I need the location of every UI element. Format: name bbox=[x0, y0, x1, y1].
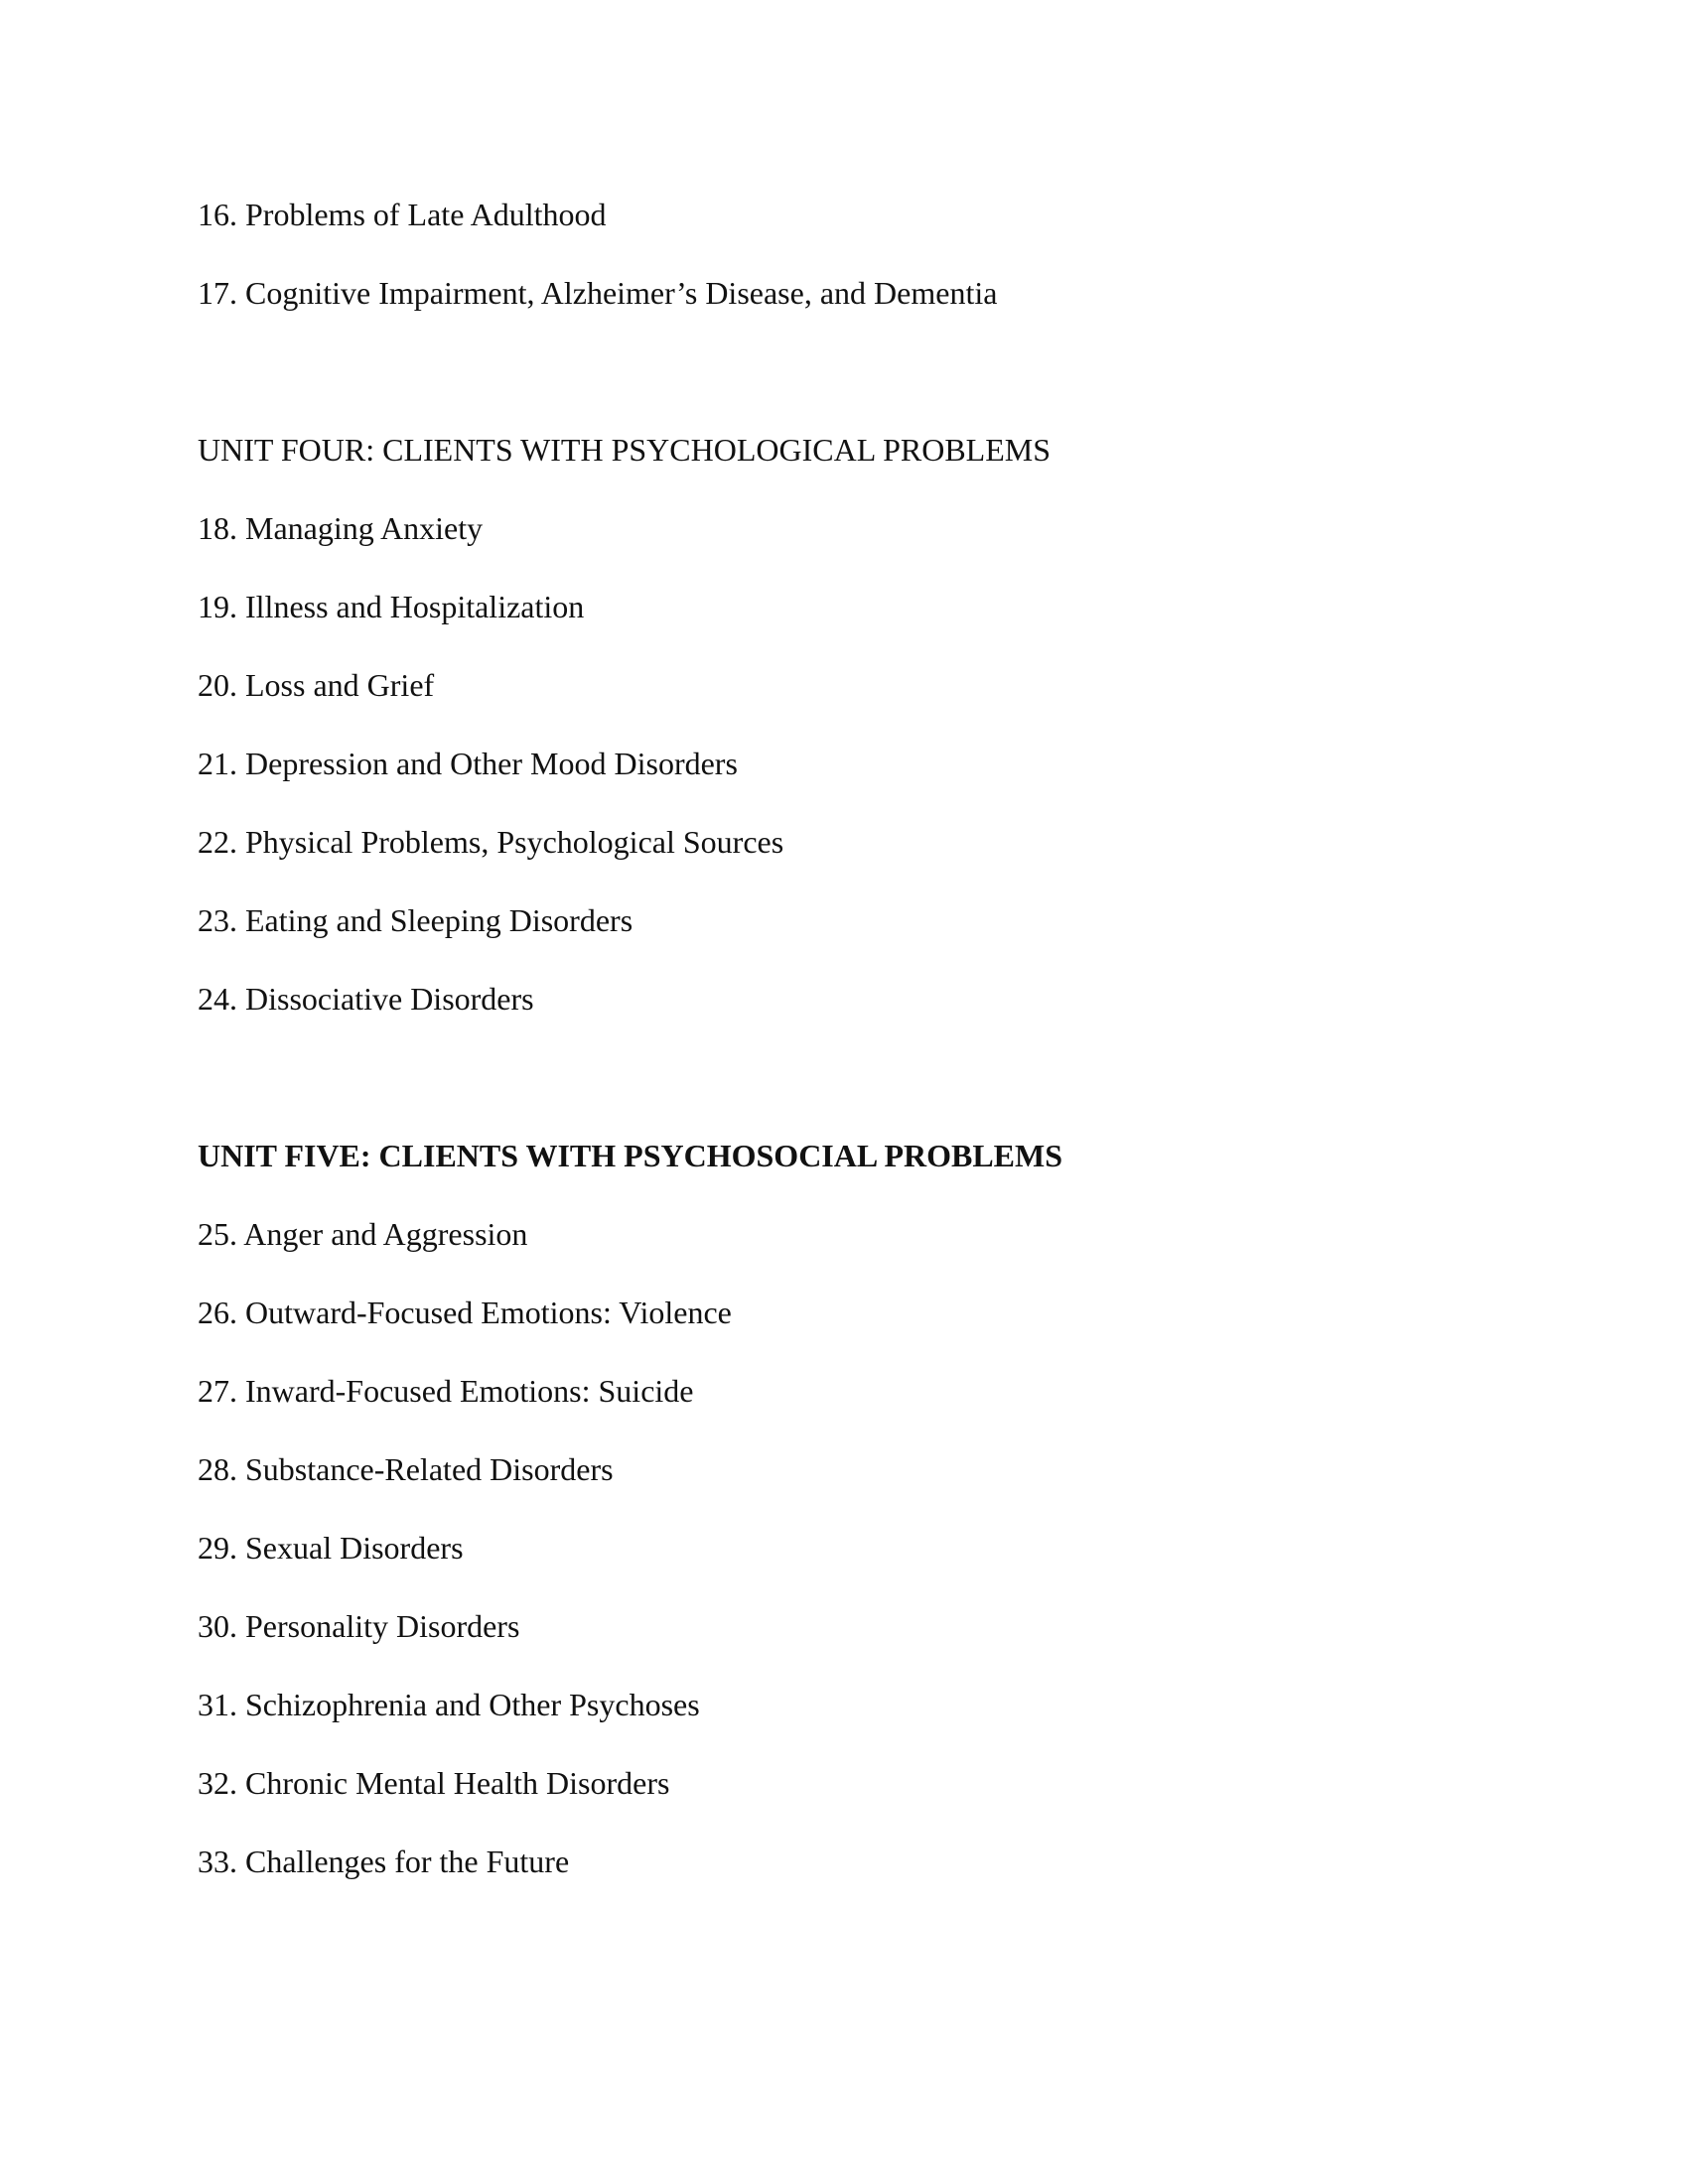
toc-item-number: 33. bbox=[198, 1843, 237, 1879]
toc-item-title: Illness and Hospitalization bbox=[245, 589, 585, 624]
toc-item-title: Depression and Other Mood Disorders bbox=[245, 746, 738, 781]
toc-item bbox=[198, 273, 997, 313]
toc-item bbox=[198, 1293, 732, 1332]
toc-item-number: 30. bbox=[198, 1608, 237, 1644]
toc-item-title: Eating and Sleeping Disorders bbox=[245, 902, 633, 938]
toc-item-number: 26. bbox=[198, 1295, 237, 1330]
toc-item bbox=[198, 1606, 519, 1646]
toc-item-number: 28. bbox=[198, 1451, 237, 1487]
toc-item bbox=[198, 822, 783, 862]
toc-item bbox=[198, 979, 534, 1019]
toc-item bbox=[198, 1371, 693, 1411]
toc-item-title: Managing Anxiety bbox=[245, 510, 484, 546]
toc-item-number: 16. bbox=[198, 197, 237, 232]
toc-item bbox=[198, 587, 584, 626]
toc-item-title: Cognitive Impairment, Alzheimer’s Disease, and Dementia bbox=[245, 275, 998, 311]
toc-item-number: 18. bbox=[198, 510, 237, 546]
toc-item bbox=[198, 900, 633, 940]
toc-item bbox=[198, 1763, 669, 1803]
toc-item bbox=[198, 1528, 464, 1568]
toc-item-number: 32. bbox=[198, 1765, 237, 1801]
toc-item-number: 23. bbox=[198, 902, 237, 938]
toc-item-title: Challenges for the Future bbox=[245, 1843, 570, 1879]
toc-item-title: Schizophrenia and Other Psychoses bbox=[245, 1687, 700, 1722]
toc-item bbox=[198, 1214, 527, 1254]
toc-item-title: Problems of Late Adulthood bbox=[245, 197, 607, 232]
toc-item bbox=[198, 665, 434, 705]
toc-item-number: 21. bbox=[198, 746, 237, 781]
toc-item-number: 22. bbox=[198, 824, 237, 860]
toc-item-number: 17. bbox=[198, 275, 237, 311]
toc-item-title: Chronic Mental Health Disorders bbox=[245, 1765, 670, 1801]
toc-item-title: Dissociative Disorders bbox=[245, 981, 534, 1017]
toc-item-number: 20. bbox=[198, 667, 237, 703]
toc-item-title: Outward-Focused Emotions: Violence bbox=[245, 1295, 732, 1330]
toc-item-title: Anger and Aggression bbox=[243, 1216, 528, 1252]
toc-item bbox=[198, 1449, 614, 1489]
toc-item-title: Physical Problems, Psychological Sources bbox=[245, 824, 784, 860]
toc-item-title: Sexual Disorders bbox=[245, 1530, 464, 1566]
toc-item-number: 24. bbox=[198, 981, 237, 1017]
toc-item-number: 27. bbox=[198, 1373, 237, 1409]
toc-item bbox=[198, 744, 738, 783]
toc-item-number: 19. bbox=[198, 589, 237, 624]
toc-item bbox=[198, 1685, 700, 1724]
toc-item-number: 25. bbox=[198, 1216, 237, 1252]
toc-item-title: Personality Disorders bbox=[245, 1608, 520, 1644]
toc-item bbox=[198, 1842, 569, 1881]
toc-item-number: 29. bbox=[198, 1530, 237, 1566]
toc-item-title: Inward-Focused Emotions: Suicide bbox=[245, 1373, 694, 1409]
toc-item bbox=[198, 508, 483, 548]
toc-item-title: Loss and Grief bbox=[245, 667, 435, 703]
unit-four-heading: UNIT FOUR: CLIENTS WITH PSYCHOLOGICAL PROBLEMS bbox=[198, 432, 1052, 468]
toc-item-title: Substance-Related Disorders bbox=[245, 1451, 614, 1487]
toc-item bbox=[198, 195, 607, 234]
unit-five-heading: UNIT FIVE: CLIENTS WITH PSYCHOSOCIAL PROBLEMS bbox=[198, 1138, 1063, 1173]
toc-item-number: 31. bbox=[198, 1687, 237, 1722]
